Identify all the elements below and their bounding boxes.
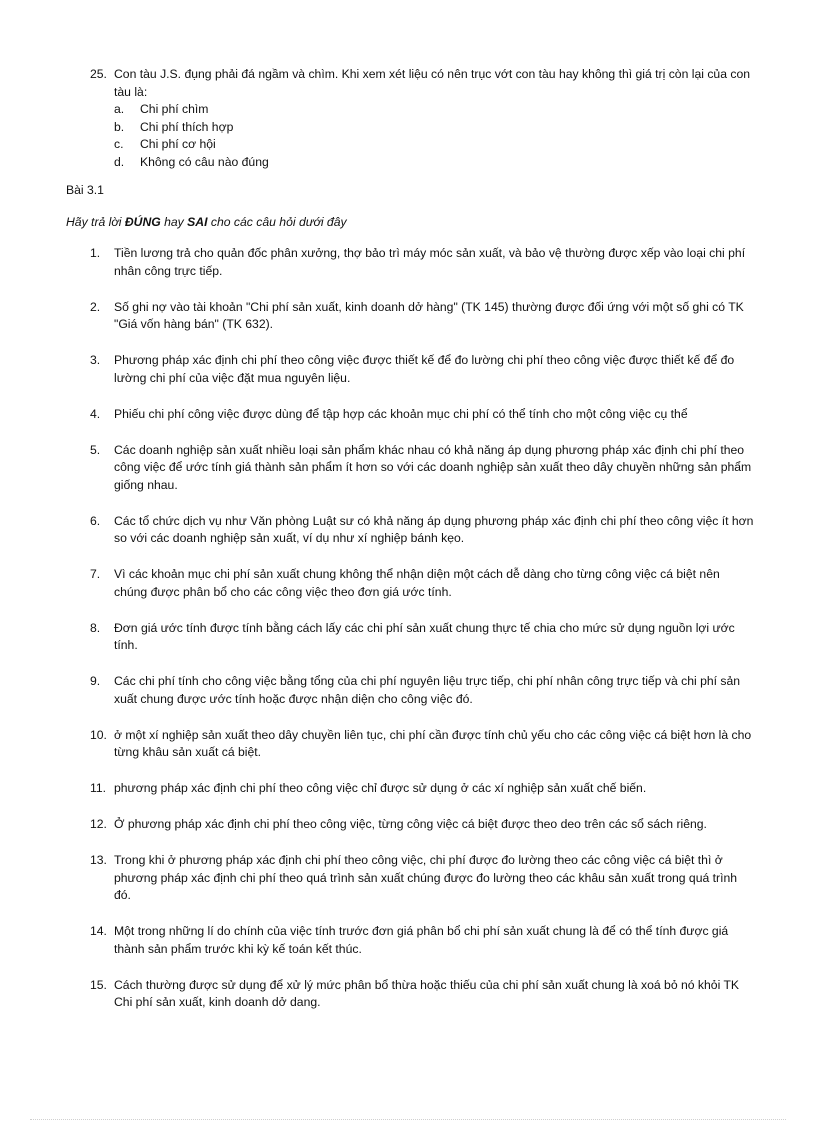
option-c xyxy=(114,136,755,154)
option-b xyxy=(114,119,755,137)
question-number: 2. xyxy=(90,299,101,314)
question-text: Trong khi ở phương pháp xác định chi phí theo công việc, chi phí được đo lường theo các công việc cá biệt thì ở phương pháp xác định chi phí theo quá trình sản xuất chúng được đo lường theo các khâu sản xuất trong quá trình đó. xyxy=(114,853,738,902)
option-text: Không có câu nào đúng xyxy=(140,154,269,169)
list-item xyxy=(90,977,755,1012)
question-text: Ở phương pháp xác định chi phí theo công việc, từng công việc cá biệt được theo deo trên các sổ sách riêng. xyxy=(114,817,707,831)
list-item xyxy=(90,923,755,958)
question-text: Vì các khoản mục chi phí sản xuất chung không thể nhận diện một cách dễ dàng cho từng công việc cá biệt nên chúng được phân bổ cho các công việc theo đơn giá ước tính. xyxy=(114,567,720,599)
list-item xyxy=(90,513,755,548)
option-label: c. xyxy=(114,137,124,151)
question-number: 9. xyxy=(90,674,101,688)
question-number: 5. xyxy=(90,442,101,457)
question-text: ở một xí nghiệp sản xuất theo dây chuyền liên tục, chi phí cần được tính chủ yếu cho các công việc cá biệt hơn là cho từng khâu sản xuất cá biệt. xyxy=(114,727,752,759)
option-label: b. xyxy=(114,119,125,134)
list-item xyxy=(90,673,755,708)
list-item xyxy=(90,780,755,798)
question-number: 14. xyxy=(90,924,107,938)
question-text: Các tổ chức dịch vụ như Văn phòng Luật sư có khả năng áp dụng phương pháp xác định chi phí theo công việc ít hơn so với các doanh nghiệp sản xuất, ví dụ như xí nghiệp bánh kẹo. xyxy=(114,513,754,545)
instructions xyxy=(66,215,347,229)
question-text: Phương pháp xác định chi phí theo công việc được thiết kế để đo lường chi phí theo công việc được thiết kế để đo lường chi phí của việc đặt mua nguyên liệu. xyxy=(114,353,735,385)
question-list xyxy=(90,245,755,1030)
question-text: phương pháp xác định chi phí theo công việc chỉ được sử dụng ở các xí nghiệp sản xuất chế biến. xyxy=(114,781,647,795)
instructions-suffix: cho các câu hỏi dưới đây xyxy=(207,215,347,229)
list-item xyxy=(90,299,755,334)
list-item xyxy=(90,727,755,762)
question-text: Các chi phí tính cho công việc bằng tổng của chi phí nguyên liệu trực tiếp, chi phí nhân công trực tiếp và chi phí sản xuất chung được ước tính hoặc được nhận diện cho công việc đó. xyxy=(114,674,741,706)
list-item xyxy=(90,566,755,601)
question-number: 3. xyxy=(90,353,101,367)
option-label: a. xyxy=(114,102,125,116)
question-text: Các doanh nghiệp sản xuất nhiều loại sản phẩm khác nhau có khả năng áp dụng phương pháp xác định chi phí theo công việc để ước tính giá thành sản phẩm ít hơn so với các doanh nghiệp sản xuất theo dây chuyền những sản phẩm giống nhau. xyxy=(114,442,752,492)
question-number: 1. xyxy=(90,246,101,260)
option-label: d. xyxy=(114,154,125,169)
question-text: Số ghi nợ vào tài khoản "Chi phí sản xuất, kinh doanh dở hàng" (TK 145) thường được đối ứng với một số ghi có TK "Giá vốn hàng bán" (TK 632). xyxy=(114,299,744,331)
question-number: 12. xyxy=(90,817,107,831)
question-number: 7. xyxy=(90,567,101,581)
list-item xyxy=(90,245,755,280)
page-divider xyxy=(30,1119,786,1120)
list-item xyxy=(90,852,755,905)
section-title: Bài 3.1 xyxy=(66,183,104,197)
list-item xyxy=(90,406,755,424)
option-a xyxy=(114,101,755,119)
question-number: 6. xyxy=(90,513,101,528)
list-item xyxy=(90,816,755,834)
option-text: Chi phí thích hợp xyxy=(140,119,234,134)
question-number: 11. xyxy=(90,781,107,795)
question-number: 25. xyxy=(90,67,107,81)
answer-options xyxy=(114,101,755,171)
question-number: 8. xyxy=(90,620,101,635)
list-item xyxy=(90,442,755,495)
instructions-true-word: ĐÚNG xyxy=(124,215,161,229)
question-25 xyxy=(90,66,755,171)
question-text: Con tàu J.S. đụng phải đá ngầm và chìm. Khi xem xét liệu có nên trục vớt con tàu hay không thì giá trị còn lại của con tàu là: xyxy=(114,67,751,99)
question-number: 13. xyxy=(90,853,107,867)
question-text: Tiền lương trả cho quản đốc phân xưởng, thợ bảo trì máy móc sản xuất, và bảo vệ thường được xếp vào loại chi phí nhân công trực tiếp. xyxy=(114,246,746,278)
option-text: Chi phí cơ hội xyxy=(140,137,216,151)
question-number: 4. xyxy=(90,406,101,421)
instructions-false-word: SAI xyxy=(187,215,208,229)
question-text: Cách thường được sử dụng để xử lý mức phân bổ thừa hoặc thiếu của chi phí sản xuất chung là xoá bỏ nó khỏi TK Chi phí sản xuất, kinh doanh dở dang. xyxy=(114,977,740,1009)
question-text: Một trong những lí do chính của việc tính trước đơn giá phân bổ chi phí sản xuất chung là để có thể tính được giá thành sản phẩm trước khi kỳ kế toán kết thúc. xyxy=(114,924,729,956)
question-number: 10. xyxy=(90,727,107,742)
instructions-mid: hay xyxy=(160,215,188,229)
question-text: Phiếu chi phí công việc được dùng để tập hợp các khoản mục chi phí có thể tính cho một công việc cụ thể xyxy=(114,406,688,421)
list-item xyxy=(90,620,755,655)
option-d xyxy=(114,154,755,172)
option-text: Chi phí chìm xyxy=(140,102,209,116)
question-number: 15. xyxy=(90,977,107,992)
question-text: Đơn giá ước tính được tính bằng cách lấy các chi phí sản xuất chung thực tế chia cho mức sử dụng nguồn lợi ước tính. xyxy=(114,620,735,652)
list-item xyxy=(90,352,755,387)
instructions-prefix: Hãy trả lời xyxy=(66,215,125,229)
